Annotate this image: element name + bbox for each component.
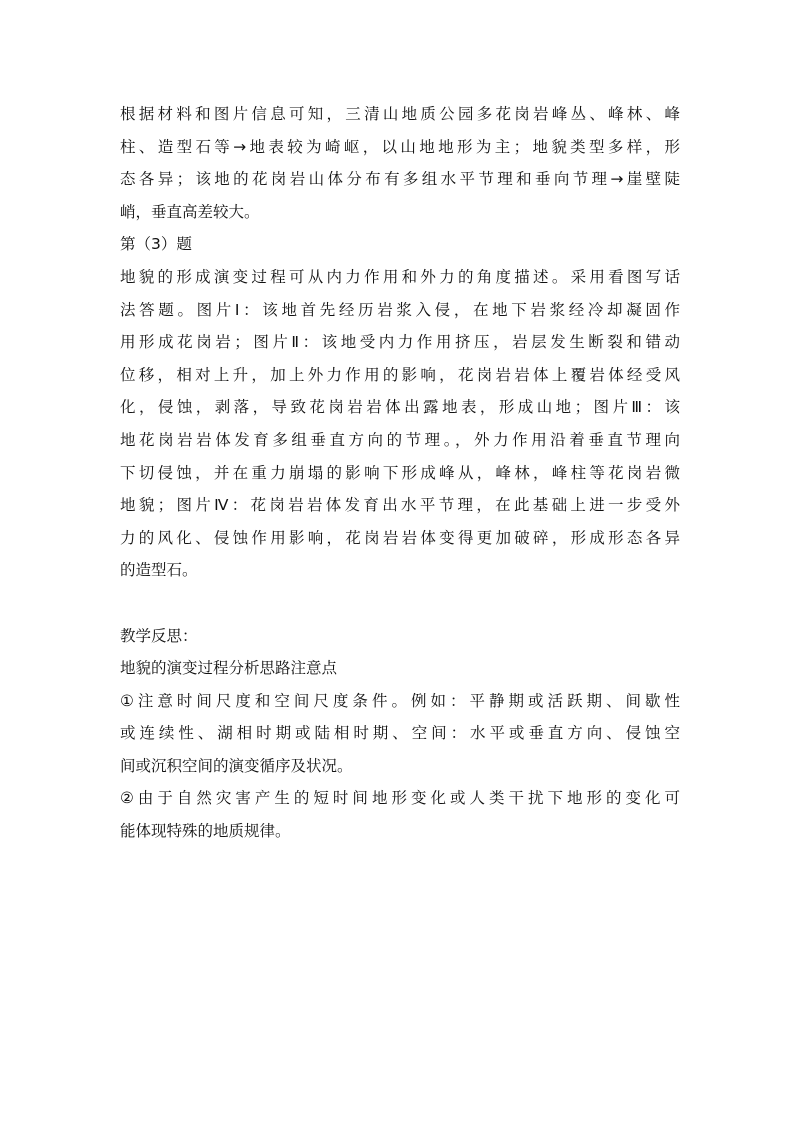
subheading-text: 地貌的演变过程分析思路注意点 (120, 659, 338, 678)
text-line: 地花岗岩岩体发育多组垂直方向的节理。，外力作用沿着垂直节理向 (120, 430, 680, 449)
text-line: 用形成花岗岩；图片Ⅱ：该地受内力作用挤压，岩层发生断裂和错动 (120, 333, 680, 352)
reflection-point-1 (120, 685, 680, 783)
text-line: ②由于自然灾害产生的短时间地形变化或人类干扰下地形的变化可 (120, 789, 680, 808)
reflection-heading (120, 620, 680, 653)
text-line: 法答题。图片Ⅰ：该地首先经历岩浆入侵，在地下岩浆经冷却凝固作 (120, 300, 680, 319)
text-line: 或连续性、湖相时期或陆相时期、空间：水平或垂直方向、侵蚀空 (120, 724, 680, 743)
text-line: 下切侵蚀，并在重力崩塌的影响下形成峰从，峰林，峰柱等花岗岩微 (120, 463, 680, 482)
reflection-subheading (120, 652, 680, 685)
paragraph-analysis-terrain (120, 98, 680, 228)
reflection-point-2 (120, 782, 680, 847)
question-heading (120, 228, 680, 261)
text-line: 峭，垂直高差较大。 (120, 202, 260, 221)
text-line: 态各异；该地的花岗岩山体分布有多组水平节理和垂向节理→崖壁陡 (120, 170, 680, 189)
blank-line (120, 587, 680, 620)
heading-text: 第（3）题 (120, 235, 192, 254)
text-line: 地貌的形成演变过程可从内力作用和外力的角度描述。采用看图写话 (120, 267, 680, 286)
text-line: 位移，相对上升，加上外力作用的影响，花岗岩岩体上覆岩体经受风 (120, 365, 680, 384)
text-line: 化，侵蚀，剥落，导致花岗岩岩体出露地表，形成山地；图片Ⅲ：该 (120, 398, 680, 417)
text-line: 柱、造型石等→地表较为崎岖，以山地地形为主；地貌类型多样，形 (120, 137, 680, 156)
document-body (120, 98, 680, 848)
heading-text: 教学反思： (120, 626, 198, 645)
paragraph-landform-evolution (120, 261, 680, 587)
text-line: 间或沉积空间的演变循序及状况。 (120, 756, 353, 775)
text-line: 能体现特殊的地质规律。 (120, 822, 291, 841)
text-line: 根据材料和图片信息可知，三清山地质公园多花岗岩峰丛、峰林、峰 (120, 105, 680, 123)
text-line: ①注意时间尺度和空间尺度条件。例如：平静期或活跃期、间歇性 (120, 691, 680, 710)
text-line: 力的风化、侵蚀作用影响，花岗岩岩体变得更加破碎，形成形态各异 (120, 528, 680, 547)
text-line: 的造型石。 (120, 561, 198, 580)
text-line: 地貌；图片Ⅳ：花岗岩岩体发育出水平节理，在此基础上进一步受外 (120, 496, 680, 515)
